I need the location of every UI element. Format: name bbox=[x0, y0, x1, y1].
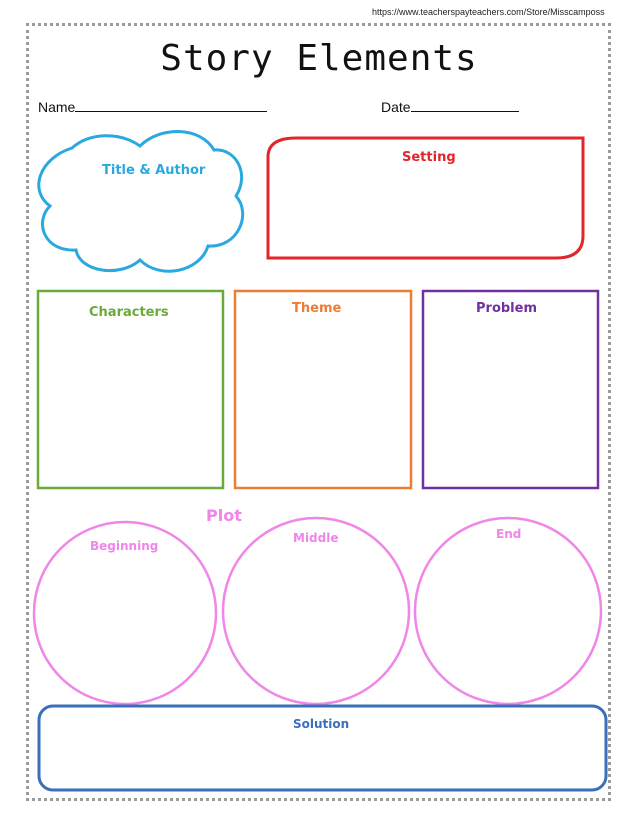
theme-label: Theme bbox=[292, 301, 342, 316]
title-author-cloud[interactable] bbox=[39, 131, 243, 271]
source-url: https://www.teacherspayteachers.com/Store/Misscamposs bbox=[372, 7, 605, 17]
beginning-label: Beginning bbox=[90, 539, 159, 553]
characters-box[interactable] bbox=[38, 291, 223, 488]
middle-circle[interactable] bbox=[223, 518, 409, 704]
name-label: Name bbox=[38, 99, 76, 115]
theme-box[interactable] bbox=[235, 291, 411, 488]
date-label: Date bbox=[381, 99, 411, 115]
plot-label: Plot bbox=[206, 506, 242, 525]
characters-label: Characters bbox=[89, 305, 169, 320]
middle-label: Middle bbox=[293, 531, 339, 545]
problem-label: Problem bbox=[476, 301, 537, 316]
end-label: End bbox=[496, 527, 522, 541]
page-title: Story Elements bbox=[160, 38, 478, 79]
problem-box[interactable] bbox=[423, 291, 598, 488]
setting-label: Setting bbox=[402, 150, 456, 165]
title-author-label: Title & Author bbox=[102, 163, 206, 178]
end-circle[interactable] bbox=[415, 518, 601, 704]
solution-label: Solution bbox=[293, 717, 350, 731]
